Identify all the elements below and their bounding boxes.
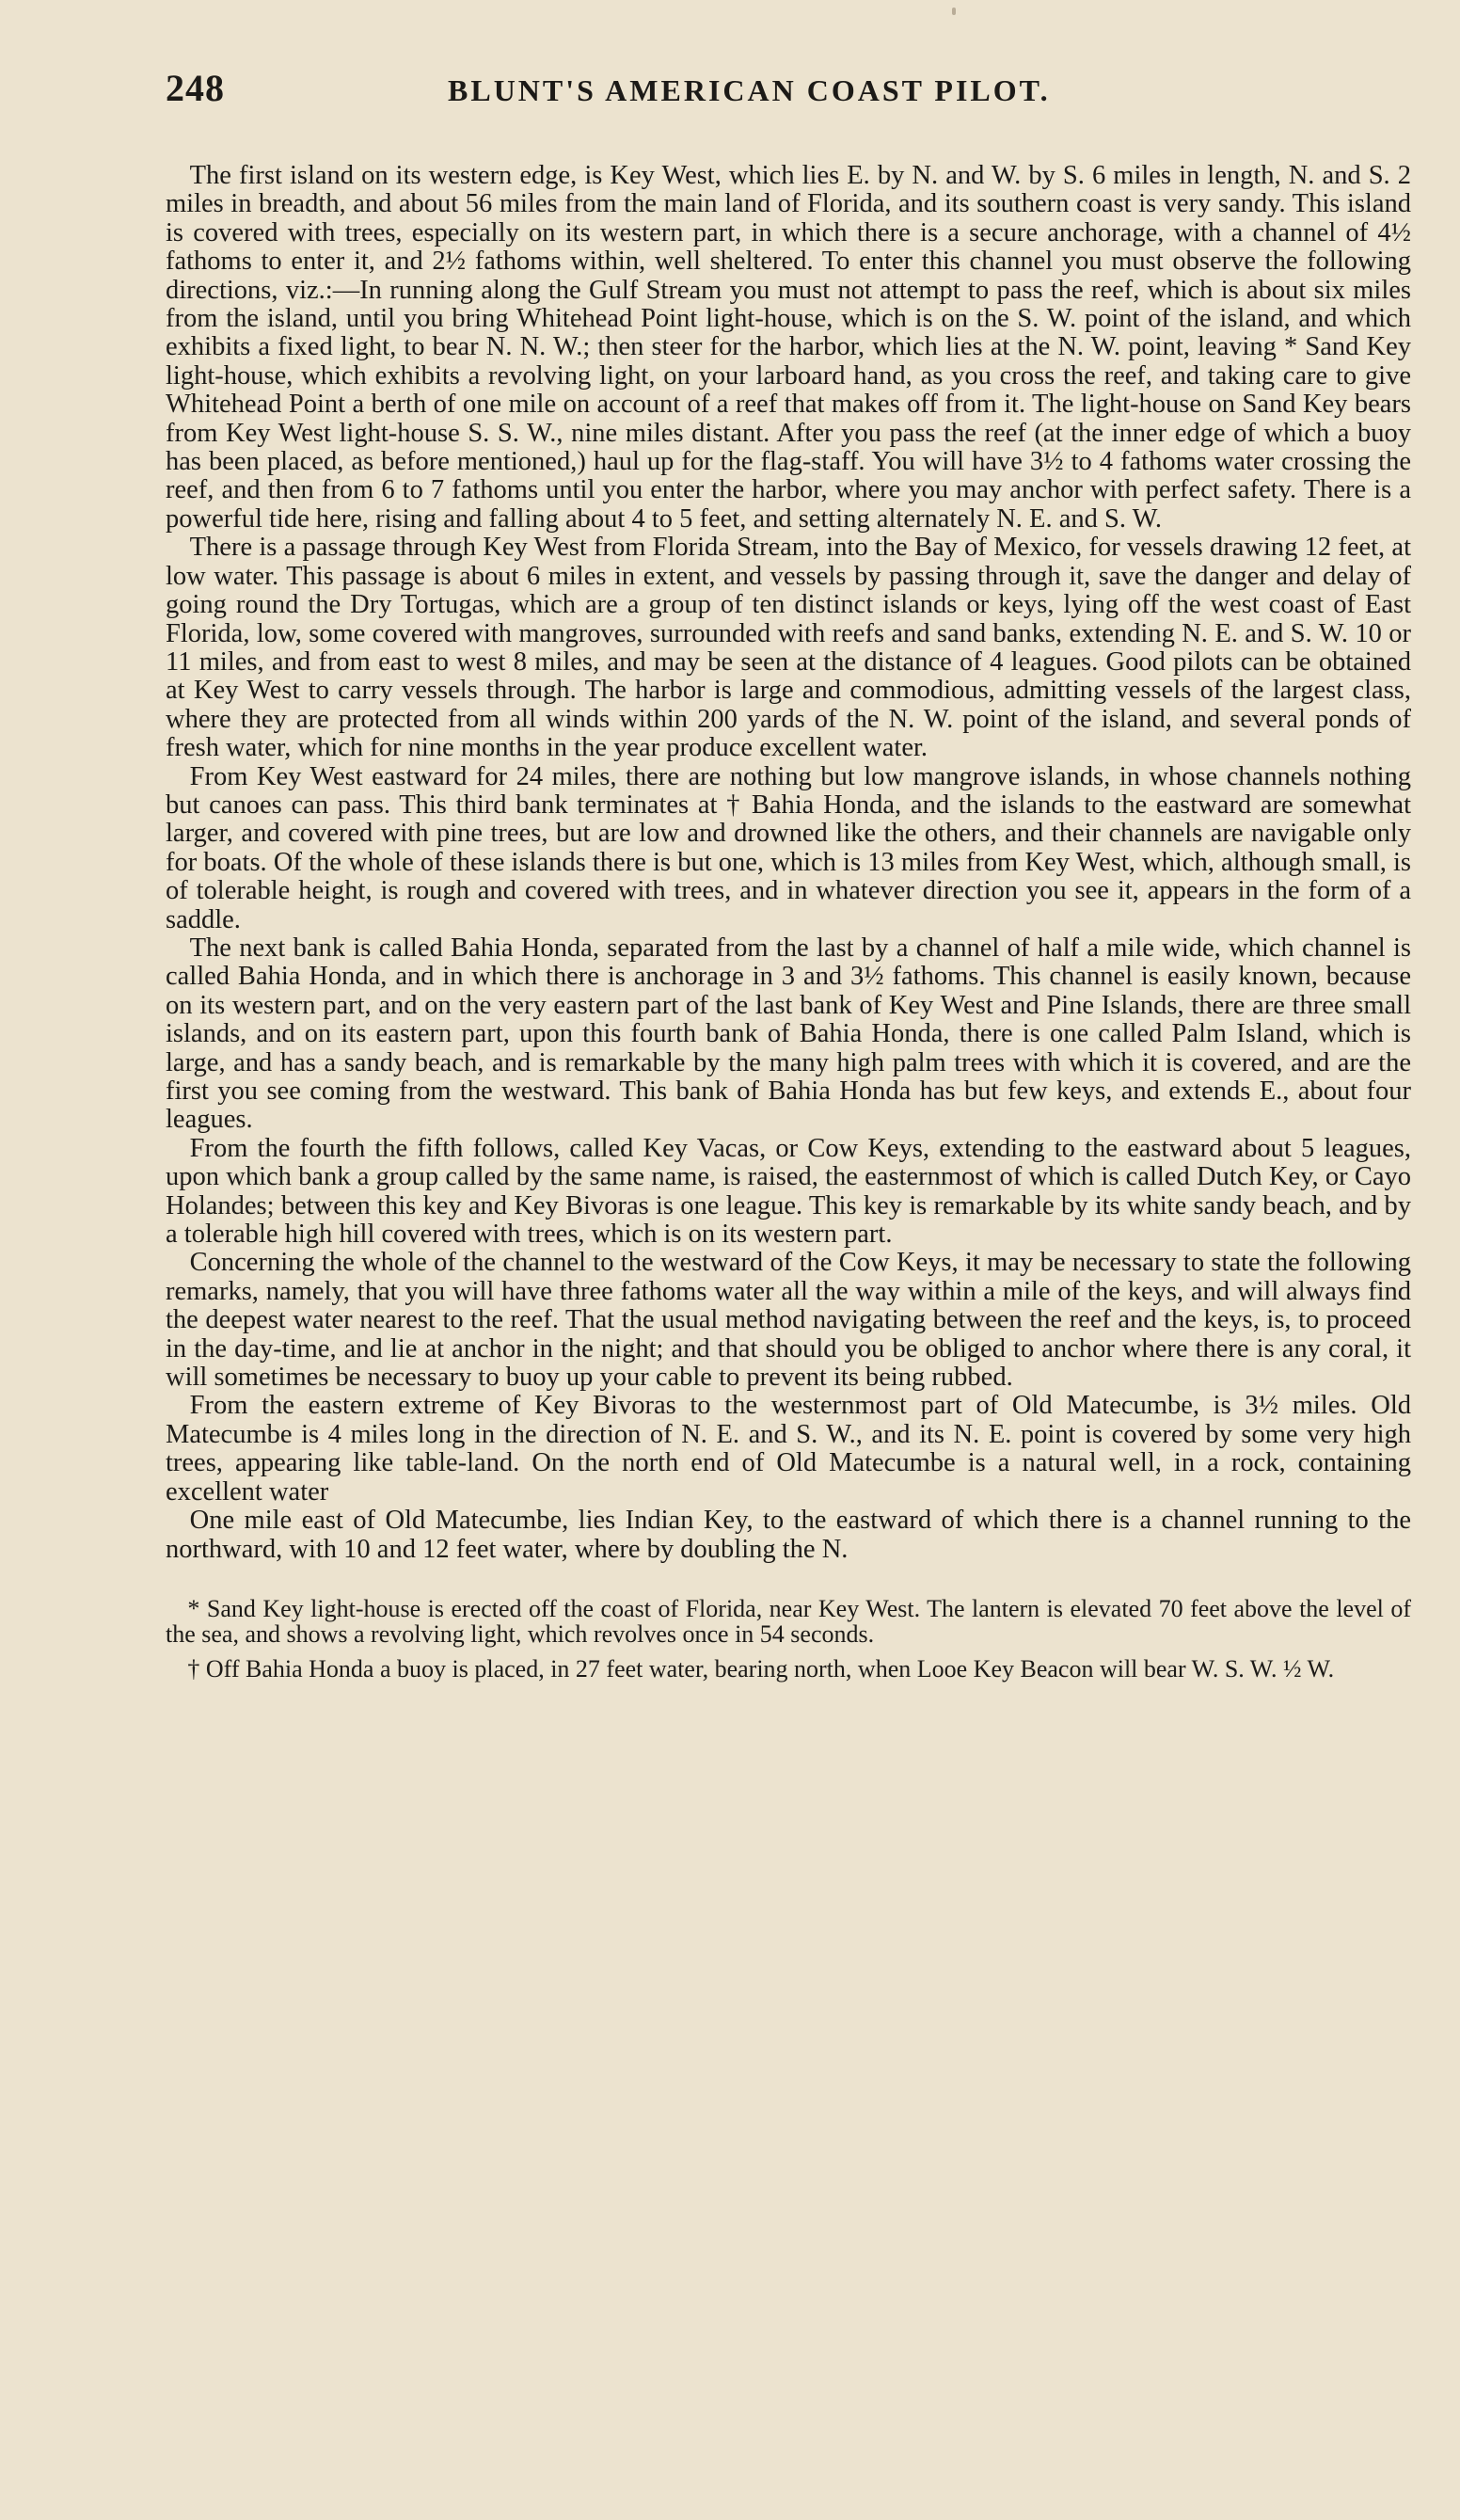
- footnote-bahia-honda: † Off Bahia Honda a buoy is placed, in 27 feet water, bearing north, when Looe Key Beacon will bear W. S. W. ½ W.: [187, 1654, 1335, 1683]
- paragraph-key-west: The first island on its western edge, is Key West, which lies E. by N. and W. by S. 6 miles in length, N. and S. 2 miles in breadth, and about 56 miles from the main land of Florida, and its southern coast is very sandy. This island is covered with trees, especially on its western part, in which there is a secure anchorage, with a channel of 4½ fathoms to enter it, and 2½ fathoms within, well sheltered. To enter this channel you must observe the following directions, viz.:—In running along the Gulf Stream you must not attempt to pass the reef, which is about six miles from the island, until you bring Whitehead Point light-house, which is on the S. W. point of the island, and which exhibits a fixed light, to bear N. N. W.; then steer for the harbor, which lies at the N. W. point, leaving * Sand Key light-house, which exhibits a revolving light, on your larboard hand, as you cross the reef, and taking care to give Whitehead Point a berth of one mile on account of a reef that makes off from it. The light-house on Sand Key bears from Key West light-house S. S. W., nine miles distant. After you pass the reef (at the inner edge of which a buoy has been placed, as before mentioned,) haul up for the flag-staff. You will have 3½ to 4 fathoms water crossing the reef, and then from 6 to 7 fathoms until you enter the harbor, where you may anchor with perfect safety. There is a powerful tide here, rising and falling about 4 to 5 feet, and setting alternately N. E. and S. W.: [166, 161, 1411, 534]
- page-header: [166, 66, 1411, 122]
- footnotes: [166, 1596, 1411, 1682]
- paragraph-channel-remarks: Concerning the whole of the channel to the westward of the Cow Keys, it may be necessary to state the following remarks, namely, that you will have three fathoms water all the way within a mile of the keys, and will always find the deepest water nearest to the reef. That the usual method navigating between the reef and the keys, is, to proceed in the day-time, and lie at anchor in the night; and that should you be obliged to anchor where there is any coral, it will sometimes be necessary to buoy up your cable to prevent its being rubbed.: [166, 1248, 1411, 1393]
- paragraph-mangrove-islands: From Key West eastward for 24 miles, there are nothing but low mangrove islands, in whose channels nothing but canoes can pass. This third bank terminates at † Bahia Honda, and the islands to the eastward are somewhat larger, and covered with pine trees, but are low and drowned like the others, and their channels are navigable only for boats. Of the whole of these islands there is but one, which is 13 miles from Key West, which, although small, is of tolerable height, is rough and covered with trees, and in whatever direction you see it, appears in the form of a saddle.: [166, 761, 1411, 934]
- paragraph-indian-key: One mile east of Old Matecumbe, lies Indian Key, to the eastward of which there is a channel running to the northward, with 10 and 12 feet water, where by doubling the N.: [166, 1506, 1411, 1564]
- paragraph-old-matecumbe: From the eastern extreme of Key Bivoras to the westernmost part of Old Matecumbe, is 3½ miles. Old Matecumbe is 4 miles long in the direction of N. E. and S. W., and its N. E. point is covered by some very high trees, appearing like table-land. On the north end of Old Matecumbe is a natural well, in a rock, containing excellent water: [166, 1391, 1411, 1507]
- paragraph-bahia-honda: The next bank is called Bahia Honda, separated from the last by a channel of half a mile wide, which channel is called Bahia Honda, and in which there is anchorage in 3 and 3½ fathoms. This channel is easily known, because on its western part, and on the very eastern part of the last bank of Key West and Pine Islands, there are three small islands, and on its eastern part, upon this fourth bank of Bahia Honda, there is one called Palm Island, which is large, and has a sandy beach, and is remarkable by the many high palm trees with which it is covered, and are the first you see coming from the westward. This bank of Bahia Honda has but few keys, and extends E., about four leagues.: [166, 933, 1411, 1135]
- page-number: 248: [166, 67, 225, 109]
- paragraph-passage: There is a passage through Key West from Florida Stream, into the Bay of Mexico, for vessels drawing 12 feet, at low water. This passage is about 6 miles in extent, and vessels by passing through it, save the danger and delay of going round the Dry Tortugas, which are a group of ten distinct islands or keys, lying off the west coast of East Florida, low, some covered with mangroves, surrounded with reefs and sand banks, extending N. E. and S. W. 10 or 11 miles, and from east to west 8 miles, and may be seen at the distance of 4 leagues. Good pilots can be obtained at Key West to carry vessels through. The harbor is large and commodious, admitting vessels of the largest class, where they are protected from all winds within 200 yards of the N. W. point of the island, and several ponds of fresh water, which for nine months in the year produce excellent water.: [166, 533, 1411, 763]
- footnote-sand-key: * Sand Key light-house is erected off the coast of Florida, near Key West. The lantern is elevated 70 feet above the level of the sea, and shows a revolving light, which revolves once in 54 seconds.: [166, 1594, 1411, 1648]
- paper-mark: [952, 8, 956, 15]
- body-text: [166, 162, 1411, 1564]
- running-title: BLUNT'S AMERICAN COAST PILOT.: [448, 73, 1051, 107]
- paragraph-cow-keys: From the fourth the fifth follows, called Key Vacas, or Cow Keys, extending to the eastward about 5 leagues, upon which bank a group called by the same name, is raised, the easternmost of which is called Dutch Key, or Cayo Holandes; between this key and Key Bivoras is one league. This key is remarkable by its white sandy beach, and by a tolerable high hill covered with trees, which is on its western part.: [166, 1133, 1411, 1250]
